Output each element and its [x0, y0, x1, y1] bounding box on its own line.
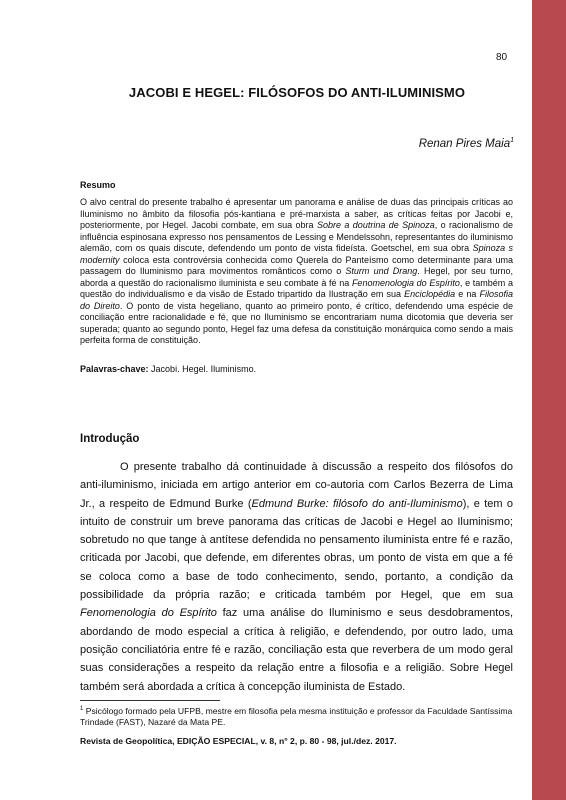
introduction-heading: Introdução [80, 433, 140, 445]
intro-part: ), e tem o intuito de construir um breve panorama das críticas de Jacobi e Hegel ao Iluminismo; sobretudo no que tange à antítese defendida no pensamento iluminista entre fé e razão, criticada por Jacobi, que defende, em diferentes obras, um ponto de vista em que a fé se coloca como a base de todo conhecimento, sendo, portanto, a condição da possibilidade da própria razão; e criticada também por Hegel, que em sua [80, 497, 513, 602]
page-number: 80 [496, 52, 508, 63]
author-name: Renan Pires Maia [418, 138, 511, 150]
abstract-part: O alvo central do presente trabalho é apresentar um panorama e análise de duas das principais críticas ao Iluminismo no âmbito da filosofia pós-kantiana e pré-marxista a saber, as críticas feitas por Jacobi e, posteriormente, por Hegel. Jacobi combate, em sua obra [80, 197, 513, 230]
abstract-part: , o racionalismo de influência espinosana expresso nos pensamentos de Lessing e Mendelssohn, representantes do iluminismo alemão, com os quais discute, defendendo um ponto de vista fideísta. Goetschel, em sua obra [80, 220, 513, 253]
author-footnote-marker: 1 [510, 137, 514, 144]
abstract-text [80, 197, 513, 347]
footnote-divider [80, 700, 220, 701]
footnote-text: Psicólogo formado pela UFPB, mestre em filosofia pela mesma instituição e professor da Faculdade Santíssima Trindade (FAST), Nazaré da Mata PE. [80, 706, 513, 727]
footnote-marker: 1 [80, 706, 84, 712]
journal-citation: Revista de Geopolítica, EDIÇÃO ESPECIAL, v. 8, n° 2, p. 80 - 98, jul./dez. 2017. [80, 736, 397, 746]
abstract-italic: Enciclopédia [404, 289, 456, 299]
keywords-text: Jacobi. Hegel. Iluminismo. [148, 364, 257, 374]
introduction-body [80, 458, 513, 696]
abstract-italic: Spinoza s modernity [80, 243, 513, 265]
footnote [80, 704, 513, 728]
intro-italic: Fenomenologia do Espírito [80, 607, 217, 620]
abstract-italic: Fenomenologia do Espírito [351, 277, 460, 288]
keywords-line [80, 364, 513, 374]
intro-italic: Edmund Burke: filósofo do anti-Iluminismo [251, 497, 463, 510]
abstract-part: . O ponto de vista hegeliano, quanto ao primeiro ponto, é crítico, defendendo uma espécie de conciliação entre racionalidade e fé, que no Iluminismo se encontrariam numa dicotomia que deveria ser superada; quanto ao segundo ponto, Hegel faz uma defesa da constituição monárquica como sendo a mais perfeita forma de constituição. [80, 300, 513, 345]
abstract-italic: Filosofia do Direito [80, 289, 513, 311]
abstract-part: coloca esta controvérsia conhecida como Querela do Panteísmo como determinante para uma passagem do Iluminismo para movimentos românticos como o [80, 254, 513, 276]
abstract-part: , e também a questão do individualismo e da visão de Estado tripartido da Ilustração em sua [80, 277, 513, 299]
author-line [320, 137, 514, 150]
introduction-paragraph [80, 458, 513, 696]
side-color-band [532, 0, 566, 800]
intro-part: O presente trabalho dá continuidade à discussão a respeito dos filósofos do anti-iluminismo, iniciada em artigo anterior em co-autoria com Carlos Bezerra de Lima Jr., a respeito de Edmund Burke ( [80, 461, 513, 510]
abstract-part: . Hegel, por seu turno, aborda a questão do racionalismo iluminista e seu combate à fé na [80, 266, 513, 288]
intro-part: faz uma análise do Iluminismo e seus desdobramentos, abordando de modo especial a crítica à religião, e defendendo, por outro lado, uma posição conciliatória entre fé e razão, conciliação esta que reverbera de um modo geral suas considerações a respeito da relação entre a filosofia e a religião. Sobre Hegel também será abordada a crítica à concepção iluminista de Estado. [80, 607, 513, 693]
abstract-part: e na [455, 289, 480, 299]
article-title: JACOBI E HEGEL: FILÓSOFOS DO ANTI-ILUMINISMO [128, 85, 466, 100]
abstract-italic: Sturm und Drang [345, 266, 418, 276]
abstract-heading: Resumo [80, 180, 116, 190]
keywords-label: Palavras-chave: [80, 364, 149, 374]
abstract-italic: Sobre a doutrina de Spinoza [316, 220, 435, 230]
